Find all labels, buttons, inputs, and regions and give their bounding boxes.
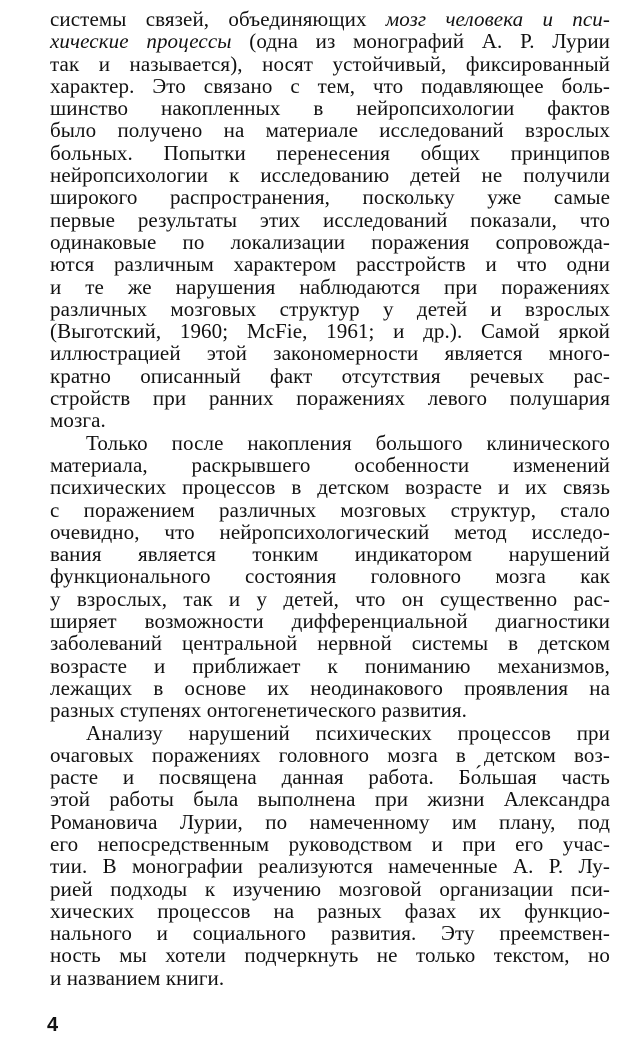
text-line	[50, 766, 610, 788]
text-line	[50, 543, 610, 565]
text-line	[50, 588, 610, 610]
text-segment: было получено на материале исследований взрослых	[50, 118, 610, 143]
text-line	[50, 387, 610, 409]
text-segment: этой работы была выполнена при жизни Александра	[50, 787, 610, 812]
text-segment: ются различным характером расстройств и что одни	[50, 252, 610, 277]
text-line	[50, 476, 610, 498]
text-segment: очевидно, что нейропсихологический метод исследо-	[50, 519, 610, 544]
text-segment: тии. В монографии реализуются намеченные А. Р. Лу-	[50, 854, 610, 879]
text-segment: лежащих в основе их неодинакового проявления на	[50, 675, 610, 700]
text-segment: расте и посвящена данная работа. Бо́льшая часть	[50, 765, 610, 790]
page-body	[50, 8, 610, 989]
text-segment: стройств при ранних поражениях левого полушария	[50, 386, 610, 411]
text-segment: очаговых поражениях головного мозга в детском воз-	[50, 742, 610, 767]
text-line	[50, 119, 610, 141]
text-line	[50, 944, 610, 966]
text-line	[50, 8, 610, 30]
text-line	[50, 677, 610, 699]
text-segment: заболеваний центральной нервной системы в детском	[50, 631, 610, 656]
text-line	[50, 320, 610, 342]
text-segment: системы связей, объединяющих	[50, 7, 386, 31]
text-segment: (Выготский, 1960; McFie, 1961; и др.). Самой яркой	[50, 319, 610, 344]
text-segment: психических процессов в детском возрасте и их связь	[50, 475, 610, 500]
text-line	[50, 30, 610, 52]
text-line	[50, 565, 610, 587]
text-line	[50, 521, 610, 543]
text-segment: кратно описанный факт отсутствия речевых рас-	[50, 363, 610, 388]
text-segment: больных. Попытки перенесения общих принципов	[50, 140, 610, 165]
text-segment: характер. Это связано с тем, что подавляющее боль-	[50, 73, 610, 98]
text-segment: нального и социального развития. Эту преемствен-	[50, 921, 610, 946]
text-segment: Анализу нарушений психических процессов при	[86, 720, 610, 745]
text-segment: широкого распространения, поскольку уже самые	[50, 185, 610, 210]
text-segment: хических процессов на разных фазах их функцио-	[50, 898, 610, 923]
text-segment: у взрослых, так и у детей, что он существенно рас-	[50, 586, 610, 611]
text-line	[50, 409, 610, 431]
text-line	[50, 53, 610, 75]
paragraph	[50, 8, 610, 432]
text-line	[50, 722, 610, 744]
text-line	[50, 967, 610, 989]
text-segment: Только после накопления большого клинического	[86, 430, 610, 455]
text-line	[50, 231, 610, 253]
text-line	[50, 788, 610, 810]
text-segment: материала, раскрывшего особенности изменений	[50, 452, 610, 477]
paragraph	[50, 722, 610, 990]
text-segment: (одна из монографий А. Р. Лурии	[231, 29, 610, 54]
text-line	[50, 499, 610, 521]
text-segment: шинство накопленных в нейропсихологии фактов	[50, 96, 610, 121]
text-flow	[50, 8, 610, 989]
text-line	[50, 276, 610, 298]
page-number: 4	[47, 1014, 59, 1036]
text-segment: разных ступенях онтогенетического развития.	[50, 698, 468, 723]
text-line	[50, 699, 610, 721]
italic-text-segment: мозг человека и пси-	[385, 7, 610, 31]
text-line	[50, 610, 610, 632]
italic-text-segment: хические процессы	[50, 29, 232, 54]
text-line	[50, 75, 610, 97]
text-segment: и названием книги.	[50, 965, 225, 990]
text-segment: различных мозговых структур у детей и взрослых	[50, 296, 610, 321]
text-line	[50, 253, 610, 275]
text-segment: иллюстрацией этой закономерности является много-	[50, 341, 610, 366]
text-segment: рией подходы к изучению мозговой организации пси-	[50, 876, 610, 901]
text-line	[50, 655, 610, 677]
text-line	[50, 878, 610, 900]
text-segment: ность мы хотели подчеркнуть не только текстом, но	[50, 943, 610, 968]
text-segment: ширяет возможности дифференциальной диагностики	[50, 609, 610, 634]
text-line	[50, 900, 610, 922]
text-line	[50, 833, 610, 855]
text-line	[50, 164, 610, 186]
text-line	[50, 186, 610, 208]
paragraph	[50, 432, 610, 722]
text-segment: мозга.	[50, 408, 106, 433]
text-line	[50, 97, 610, 119]
text-segment: Романовича Лурии, по намеченному им плану, под	[50, 809, 610, 834]
text-line	[50, 342, 610, 364]
text-segment: вания является тонким индикатором нарушений	[50, 542, 610, 567]
text-line	[50, 922, 610, 944]
text-segment: нейропсихологии к исследованию детей не получили	[50, 163, 610, 188]
text-segment: и те же нарушения наблюдаются при поражениях	[50, 274, 610, 299]
text-segment: возрасте и приближает к пониманию механизмов,	[50, 653, 610, 678]
text-segment: его непосредственным руководством и при его учас-	[50, 831, 610, 856]
text-line	[50, 454, 610, 476]
text-segment: функционального состояния головного мозга как	[50, 564, 610, 589]
text-line	[50, 142, 610, 164]
text-segment: с поражением различных мозговых структур, стало	[50, 497, 610, 522]
text-line	[50, 811, 610, 833]
text-line	[50, 744, 610, 766]
text-line	[50, 298, 610, 320]
text-line	[50, 632, 610, 654]
text-segment: одинаковые по локализации поражения сопровожда-	[50, 229, 610, 254]
text-line	[50, 432, 610, 454]
text-line	[50, 855, 610, 877]
text-segment: первые результаты этих исследований показали, что	[50, 207, 610, 232]
text-segment: так и называется), носят устойчивый, фиксированный	[50, 51, 610, 76]
text-line	[50, 209, 610, 231]
text-line	[50, 365, 610, 387]
